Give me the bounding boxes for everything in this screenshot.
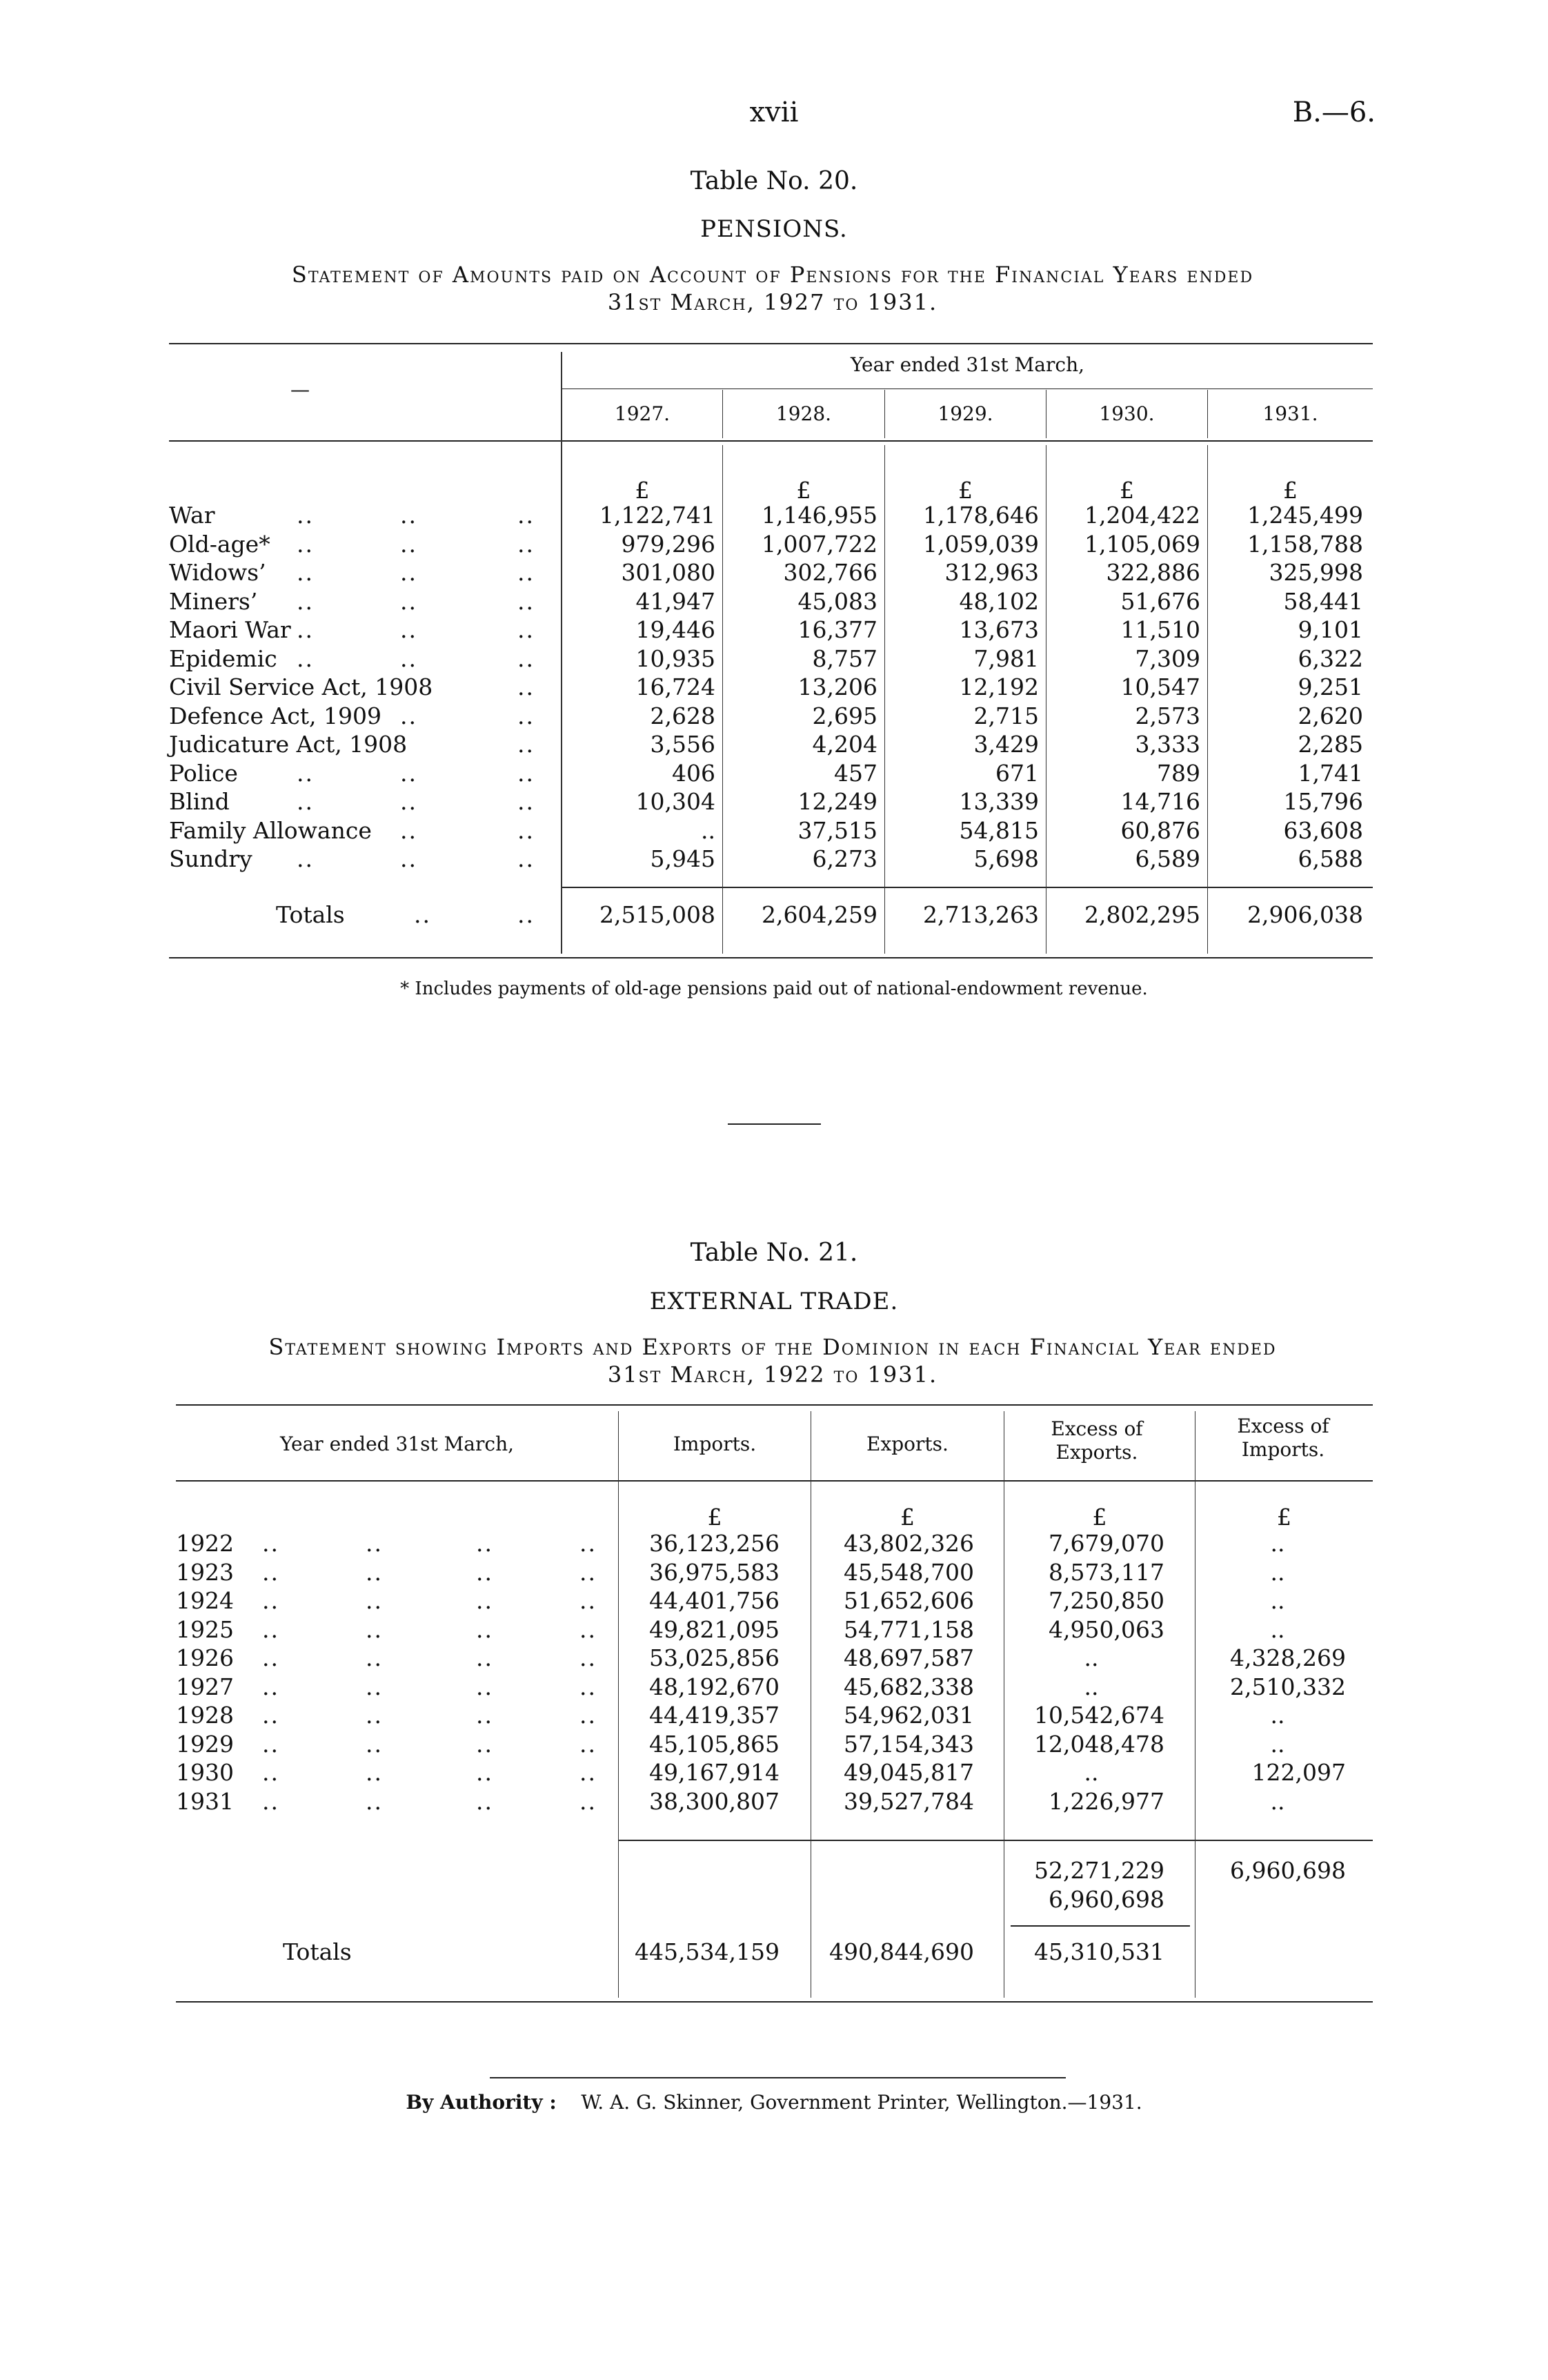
dot-leader: ..: [262, 1558, 279, 1586]
col-header-year: Year ended 31st March,: [279, 1433, 515, 1455]
dot-leader: ..: [476, 1530, 493, 1557]
row-label: Sundry: [169, 845, 252, 872]
dot-leader: ..: [517, 616, 535, 643]
table-cell: 302,766: [783, 559, 877, 586]
total-imports: 445,534,159: [635, 1938, 780, 1965]
table-cell: 457: [834, 759, 877, 787]
dot-leader: ..: [297, 616, 314, 643]
dot-leader: ..: [366, 1644, 383, 1671]
col-header-1928: 1928.: [775, 402, 832, 425]
total-1930: 2,802,295: [1084, 901, 1200, 928]
table-cell: 48,102: [959, 587, 1039, 615]
dot-leader: ..: [579, 1615, 597, 1643]
table-cell: 13,673: [959, 616, 1039, 643]
section-divider: [728, 1123, 821, 1125]
table-cell: 1,204,422: [1084, 502, 1200, 529]
row-year: 1931: [176, 1787, 234, 1815]
table21-number: Table No. 21.: [690, 1239, 858, 1267]
table-cell: 6,589: [1135, 845, 1200, 872]
table-cell: 2,695: [812, 702, 877, 729]
table-cell: 325,998: [1269, 559, 1363, 586]
imprint-printer: W. A. G. Skinner, Government Printer, Wellington.—1931.: [581, 2091, 1142, 2114]
table-cell: 49,167,914: [649, 1759, 780, 1786]
dot-leader: ..: [400, 759, 417, 787]
col-header-1929: 1929.: [937, 402, 993, 425]
table-cell: 45,682,338: [844, 1673, 974, 1700]
dot-leader: ..: [579, 1558, 597, 1586]
dot-leader: ..: [579, 1730, 597, 1758]
table-cell: 7,309: [1135, 645, 1200, 672]
currency-imports: £: [707, 1504, 722, 1531]
dot-leader: ..: [262, 1587, 279, 1614]
table-cell: 12,048,478: [1034, 1730, 1164, 1758]
row-year: 1928: [176, 1702, 234, 1729]
row-year: 1926: [176, 1644, 234, 1671]
col-header-exports: Exports.: [866, 1433, 949, 1455]
table-cell: 19,446: [635, 616, 715, 643]
dot-leader: ..: [517, 502, 535, 529]
table-cell: 48,697,587: [844, 1644, 974, 1671]
dot-leader: ..: [366, 1673, 383, 1700]
imprint: [0, 2091, 1548, 2114]
row-label: Blind: [169, 788, 230, 815]
dot-leader: ..: [262, 1644, 279, 1671]
dot-leader: ..: [400, 788, 417, 815]
totals-label: Totals: [283, 1938, 352, 1965]
dot-leader: ..: [579, 1587, 597, 1614]
table21-title: EXTERNAL TRADE.: [649, 1288, 899, 1315]
dot-leader: ..: [400, 559, 417, 586]
row-label: Judicature Act, 1908: [169, 731, 408, 758]
table-cell: 7,679,070: [1049, 1530, 1164, 1557]
table-cell: 36,975,583: [649, 1558, 780, 1586]
dot-leader: ..: [579, 1673, 597, 1700]
rule-top: [176, 1404, 1373, 1406]
dot-leader: ..: [366, 1730, 383, 1758]
table-cell: 49,045,817: [844, 1759, 974, 1786]
table-cell: 1,105,069: [1084, 530, 1200, 558]
dot-leader: ..: [517, 788, 535, 815]
table-cell: 48,192,670: [649, 1673, 780, 1700]
table21-statement: [172, 1333, 1373, 1388]
table-cell: 2,620: [1298, 702, 1363, 729]
table21-statement-line1: Statement showing Imports and Exports of the Dominion in each Financial Year ended: [268, 1334, 1277, 1360]
table-cell: 6,322: [1298, 645, 1363, 672]
dot-leader: ..: [262, 1787, 279, 1815]
dot-leader: ..: [476, 1673, 493, 1700]
table-cell: ..: [701, 816, 715, 844]
dot-leader: ..: [414, 901, 431, 928]
dot-leader: ..: [476, 1587, 493, 1614]
dot-leader: ..: [297, 502, 314, 529]
rule-totals-above: [562, 887, 1373, 888]
currency-1930: £: [1120, 477, 1134, 504]
dot-leader: ..: [297, 530, 314, 558]
table-cell: 45,548,700: [844, 1558, 974, 1586]
table-cell: 3,429: [973, 731, 1039, 758]
dot-leader: ..: [517, 587, 535, 615]
table-cell: 2,573: [1135, 702, 1200, 729]
dot-leader: ..: [476, 1615, 493, 1643]
table-cell: ..: [1270, 1558, 1285, 1586]
table-cell: 60,876: [1120, 816, 1200, 844]
table-cell: 301,080: [621, 559, 715, 586]
dot-leader: ..: [579, 1644, 597, 1671]
row-label: Defence Act, 1909: [169, 702, 382, 729]
table-cell: 15,796: [1283, 788, 1363, 815]
table-cell: ..: [1270, 1787, 1285, 1815]
dot-leader: ..: [262, 1615, 279, 1643]
table-cell: 10,547: [1120, 673, 1200, 700]
dot-leader: ..: [476, 1787, 493, 1815]
dot-leader: ..: [517, 530, 535, 558]
dot-leader: ..: [366, 1530, 383, 1557]
table-cell: 5,698: [973, 845, 1039, 872]
table-cell: 322,886: [1106, 559, 1200, 586]
dot-leader: ..: [366, 1615, 383, 1643]
total-excess-exports: 45,310,531: [1034, 1938, 1164, 1965]
table-cell: 6,273: [812, 845, 877, 872]
table-cell: 9,101: [1298, 616, 1363, 643]
rule-header-bottom: [169, 440, 1373, 442]
table-cell: 11,510: [1120, 616, 1200, 643]
table-cell: 1,158,788: [1247, 530, 1363, 558]
col-header-1930: 1930.: [1099, 402, 1155, 425]
table-cell: ..: [1270, 1702, 1285, 1729]
table-cell: 1,226,977: [1049, 1787, 1164, 1815]
table-cell: 4,204: [812, 731, 877, 758]
table-cell: 9,251: [1298, 673, 1363, 700]
table-cell: 2,510,332: [1230, 1673, 1346, 1700]
rule-top: [169, 343, 1373, 344]
table-cell: 5,945: [650, 845, 715, 872]
dot-leader: ..: [262, 1702, 279, 1729]
table-cell: 51,652,606: [844, 1587, 974, 1614]
table-cell: ..: [1270, 1587, 1285, 1614]
table-cell: 2,715: [973, 702, 1039, 729]
table-cell: ..: [1270, 1530, 1285, 1557]
table-cell: 7,250,850: [1049, 1587, 1164, 1614]
rule-bottom: [169, 957, 1373, 958]
table-cell: 1,122,741: [599, 502, 715, 529]
dot-leader: ..: [262, 1673, 279, 1700]
table-cell: 12,249: [797, 788, 877, 815]
dot-leader: ..: [366, 1558, 383, 1586]
dot-leader: ..: [517, 559, 535, 586]
dot-leader: ..: [517, 816, 535, 844]
imprint-authority: By Authority :: [406, 2091, 557, 2114]
page-number: xvii: [749, 97, 799, 128]
table-cell: 1,178,646: [923, 502, 1039, 529]
dot-leader: ..: [366, 1702, 383, 1729]
table-cell: 45,105,865: [649, 1730, 780, 1758]
table-cell: 1,245,499: [1247, 502, 1363, 529]
rule-subtotal-above: [619, 1840, 1373, 1841]
series-code: B.—6.: [1292, 97, 1376, 128]
table-cell: 53,025,856: [649, 1644, 780, 1671]
dot-leader: ..: [517, 645, 535, 672]
table21-statement-line2: 31st March, 1922 to 1931.: [607, 1361, 938, 1388]
table-cell: 58,441: [1283, 587, 1363, 615]
dot-leader: ..: [400, 816, 417, 844]
row-year: 1930: [176, 1759, 234, 1786]
table-cell: 54,815: [959, 816, 1039, 844]
table-cell: 10,935: [635, 645, 715, 672]
col-header-1927: 1927.: [614, 402, 671, 425]
dot-leader: ..: [517, 759, 535, 787]
table-cell: 2,285: [1298, 731, 1363, 758]
table-cell: 51,676: [1120, 587, 1200, 615]
currency-1931: £: [1283, 477, 1298, 504]
table-cell: 13,339: [959, 788, 1039, 815]
table-cell: ..: [1084, 1644, 1099, 1671]
dot-leader: ..: [579, 1702, 597, 1729]
table-cell: 671: [995, 759, 1039, 787]
row-label: Family Allowance: [169, 816, 372, 844]
table20-title: PENSIONS.: [700, 215, 848, 243]
dot-leader: ..: [517, 673, 535, 700]
table-cell: 1,741: [1298, 759, 1363, 787]
table-cell: 312,963: [944, 559, 1039, 586]
dot-leader: ..: [400, 645, 417, 672]
table-cell: ..: [1270, 1730, 1285, 1758]
total-1929: 2,713,263: [923, 901, 1039, 928]
table20-number: Table No. 20.: [690, 167, 858, 195]
row-label: War: [169, 502, 215, 529]
total-exports: 490,844,690: [829, 1938, 974, 1965]
dot-leader: ..: [400, 702, 417, 729]
subtotal-excess-imports: 6,960,698: [1230, 1857, 1346, 1884]
table-cell: 1,146,955: [762, 502, 877, 529]
table20-footnote: * Includes payments of old-age pensions paid out of national-endowment revenue.: [400, 978, 1148, 999]
col-header-1931: 1931.: [1262, 402, 1318, 425]
dot-leader: ..: [297, 559, 314, 586]
row-year: 1923: [176, 1558, 234, 1586]
dot-leader: ..: [366, 1787, 383, 1815]
table20-statement: [172, 261, 1373, 316]
table-cell: 44,401,756: [649, 1587, 780, 1614]
dot-leader: ..: [517, 702, 535, 729]
table-cell: 12,192: [959, 673, 1039, 700]
table-cell: 4,950,063: [1049, 1615, 1164, 1643]
currency-exports: £: [900, 1504, 915, 1531]
table-cell: 8,573,117: [1049, 1558, 1164, 1586]
table20-statement-line2: 31st March, 1927 to 1931.: [607, 289, 938, 315]
table-cell: 10,542,674: [1034, 1702, 1164, 1729]
rule-excess-net: [1011, 1925, 1190, 1927]
dot-leader: ..: [297, 587, 314, 615]
row-label: Old-age*: [169, 530, 270, 558]
dot-leader: ..: [400, 587, 417, 615]
row-year: 1927: [176, 1673, 234, 1700]
dot-leader: ..: [517, 901, 535, 928]
table-cell: 39,527,784: [844, 1787, 974, 1815]
dot-leader: ..: [579, 1759, 597, 1786]
subtotal-excess-exports: 52,271,229: [1034, 1857, 1164, 1884]
table-cell: 38,300,807: [649, 1787, 780, 1815]
dot-leader: ..: [476, 1702, 493, 1729]
table-cell: 2,628: [650, 702, 715, 729]
row-label: Police: [169, 759, 238, 787]
table-cell: 45,083: [797, 587, 877, 615]
table-cell: 1,007,722: [762, 530, 877, 558]
dot-leader: ..: [517, 731, 535, 758]
table-cell: 406: [672, 759, 715, 787]
dot-leader: ..: [297, 788, 314, 815]
dot-leader: ..: [366, 1587, 383, 1614]
table-cell: 4,328,269: [1230, 1644, 1346, 1671]
dot-leader: ..: [297, 845, 314, 872]
dot-leader: ..: [476, 1644, 493, 1671]
dot-leader: ..: [297, 759, 314, 787]
table-cell: 36,123,256: [649, 1530, 780, 1557]
table-cell: 14,716: [1120, 788, 1200, 815]
total-1927: 2,515,008: [599, 901, 715, 928]
col-header-excess-imports: Excess of Imports.: [1237, 1415, 1329, 1461]
row-label: Epidemic: [169, 645, 277, 672]
row-year: 1929: [176, 1730, 234, 1758]
table-cell: ..: [1084, 1673, 1099, 1700]
currency-1927: £: [635, 477, 650, 504]
col-header-excess-exports: Excess of Exports.: [1051, 1417, 1143, 1464]
table-cell: 49,821,095: [649, 1615, 780, 1643]
col-header-imports: Imports.: [673, 1433, 757, 1455]
table-cell: 43,802,326: [844, 1530, 974, 1557]
table-cell: 8,757: [812, 645, 877, 672]
table-cell: 789: [1157, 759, 1200, 787]
row-year: 1924: [176, 1587, 234, 1614]
table20-statement-line1: Statement of Amounts paid on Account of Pensions for the Financial Years ended: [291, 262, 1254, 288]
dot-leader: ..: [366, 1759, 383, 1786]
rule-header-bottom: [176, 1480, 1373, 1482]
dot-leader: ..: [262, 1759, 279, 1786]
currency-excess-exports: £: [1092, 1504, 1107, 1531]
table-cell: 3,333: [1135, 731, 1200, 758]
table-cell: 3,556: [650, 731, 715, 758]
stub-header: —: [290, 378, 310, 401]
table-cell: 44,419,357: [649, 1702, 780, 1729]
total-1928: 2,604,259: [762, 901, 877, 928]
dot-leader: ..: [476, 1759, 493, 1786]
table-cell: 37,515: [797, 816, 877, 844]
dot-leader: ..: [579, 1530, 597, 1557]
group-header: Year ended 31st March,: [850, 353, 1085, 376]
row-year: 1925: [176, 1615, 234, 1643]
imprint-rule: [490, 2077, 1066, 2078]
row-label: Widows’: [169, 559, 266, 586]
table-cell: 979,296: [621, 530, 715, 558]
table-cell: 16,724: [635, 673, 715, 700]
dot-leader: ..: [262, 1530, 279, 1557]
dot-leader: ..: [400, 845, 417, 872]
table-cell: 54,771,158: [844, 1615, 974, 1643]
table-cell: 54,962,031: [844, 1702, 974, 1729]
table-cell: ..: [1270, 1615, 1285, 1643]
row-year: 1922: [176, 1530, 234, 1557]
table-cell: 13,206: [797, 673, 877, 700]
table-cell: ..: [1084, 1759, 1099, 1786]
rule-bottom: [176, 2001, 1373, 2003]
currency-1929: £: [958, 477, 973, 504]
dot-leader: ..: [517, 845, 535, 872]
currency-1928: £: [796, 477, 811, 504]
table-cell: 122,097: [1251, 1759, 1346, 1786]
dot-leader: ..: [476, 1730, 493, 1758]
dot-leader: ..: [262, 1730, 279, 1758]
table-cell: 6,588: [1298, 845, 1363, 872]
currency-excess-imports: £: [1277, 1504, 1291, 1531]
table-cell: 1,059,039: [923, 530, 1039, 558]
dot-leader: ..: [579, 1787, 597, 1815]
dot-leader: ..: [400, 502, 417, 529]
row-label: Miners’: [169, 587, 258, 615]
table-cell: 63,608: [1283, 816, 1363, 844]
dot-leader: ..: [476, 1558, 493, 1586]
table-cell: 41,947: [635, 587, 715, 615]
table-cell: 10,304: [635, 788, 715, 815]
subtotal-less-imports: 6,960,698: [1049, 1886, 1164, 1913]
totals-label: Totals: [276, 901, 345, 928]
table-cell: 16,377: [797, 616, 877, 643]
dot-leader: ..: [400, 530, 417, 558]
row-label: Civil Service Act, 1908: [169, 673, 433, 700]
dot-leader: ..: [297, 645, 314, 672]
dot-leader: ..: [400, 616, 417, 643]
row-label: Maori War: [169, 616, 291, 643]
table-cell: 7,981: [973, 645, 1039, 672]
total-1931: 2,906,038: [1247, 901, 1363, 928]
table-cell: 57,154,343: [844, 1730, 974, 1758]
